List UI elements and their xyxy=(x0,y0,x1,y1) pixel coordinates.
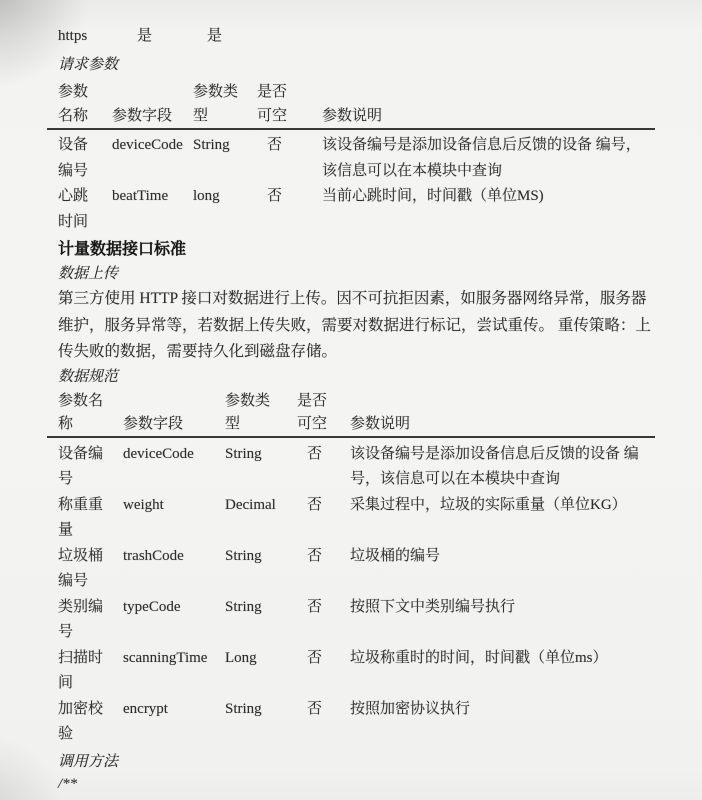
param-nullable-cell: 否 xyxy=(307,445,323,462)
param-field-cell: weight xyxy=(123,496,164,513)
param-field-cell: typeCode xyxy=(123,598,181,615)
param-nullable-cell: 否 xyxy=(267,188,283,204)
table-row xyxy=(47,437,655,493)
param-desc-cell: 该设备编号是添加设备信息后反馈的设备 编号， 该信息可以在本模块中查询 xyxy=(322,137,641,179)
table-row xyxy=(47,184,655,235)
param-desc-cell: 采集过程中，垃圾的实际重量（单位KG） xyxy=(350,496,627,513)
column-header-nullable: 是否 可空 xyxy=(297,392,328,432)
param-nullable-cell: 否 xyxy=(307,700,323,717)
param-name-cell: 加密校 验 xyxy=(58,700,104,742)
code-comment-line: /** xyxy=(58,775,78,792)
data-spec-table xyxy=(47,390,655,748)
param-name-cell: 设备编 号 xyxy=(58,445,104,487)
metering-standard-heading: 计量数据接口标准 xyxy=(58,241,187,258)
param-desc-cell: 垃圾桶的编号 xyxy=(350,547,441,564)
param-field-cell: deviceCode xyxy=(112,137,183,153)
spec-table-header xyxy=(47,390,655,437)
param-desc-cell: 按照下文中类别编号执行 xyxy=(350,598,516,615)
param-name-cell: 称重重 量 xyxy=(58,496,104,538)
param-desc-cell: 当前心跳时间，时间戳（单位MS) xyxy=(322,188,544,204)
column-header-name: 参数 名称 xyxy=(58,84,89,124)
request-params-heading: 请求参数 xyxy=(58,57,119,73)
header-row xyxy=(47,80,655,129)
param-name-cell: 心跳 时间 xyxy=(58,188,89,230)
param-name-cell: 垃圾桶 编号 xyxy=(58,547,104,589)
param-field-cell: trashCode xyxy=(123,547,184,564)
param-name-cell: 扫描时 间 xyxy=(58,649,104,691)
table-row xyxy=(47,544,655,595)
table-row xyxy=(47,595,655,646)
column-header-type: 参数类 型 xyxy=(225,392,271,432)
table-row xyxy=(47,493,655,544)
invoke-method-heading: 调用方法 xyxy=(58,753,119,770)
column-header-desc: 参数说明 xyxy=(350,415,411,432)
param-type-cell: Long xyxy=(225,649,257,666)
param-type-cell: Decimal xyxy=(225,496,276,513)
request-params-table xyxy=(47,80,655,235)
param-type-cell: String xyxy=(193,137,230,153)
param-type-cell: String xyxy=(225,700,262,717)
param-field-cell: encrypt xyxy=(123,700,168,717)
column-header-nullable: 是否 可空 xyxy=(257,84,288,124)
required-flag-1: 是 xyxy=(137,28,153,44)
table-row xyxy=(47,129,655,184)
param-desc-cell: 垃圾称重时的时间，时间戳（单位ms） xyxy=(350,649,608,666)
param-desc-cell: 按照加密协议执行 xyxy=(350,700,471,717)
param-nullable-cell: 否 xyxy=(307,598,323,615)
param-name-cell: 类别编 号 xyxy=(58,598,104,640)
param-field-cell: scanningTime xyxy=(123,649,208,666)
param-type-cell: String xyxy=(225,547,262,564)
param-field-cell: beatTime xyxy=(112,188,169,204)
column-header-field: 参数字段 xyxy=(112,108,173,124)
column-header-type: 参数类 型 xyxy=(193,84,239,124)
param-nullable-cell: 否 xyxy=(307,547,323,564)
param-type-cell: String xyxy=(225,445,262,462)
data-upload-heading: 数据上传 xyxy=(58,266,119,282)
required-flag-2: 是 xyxy=(207,28,223,44)
document-content xyxy=(47,0,659,794)
param-type-cell: long xyxy=(193,188,220,204)
column-header-desc: 参数说明 xyxy=(322,108,383,124)
param-name-cell: 设备 编号 xyxy=(58,137,89,179)
request-table-header xyxy=(47,80,655,129)
upload-description-paragraph: 第三方使用 HTTP 接口对数据进行上传。因不可抗拒因素，如服务器网络异常，服务器 维护，服务异常等，若数据上传失败，需要对数据进行标记，尝试重传。 重传策略：上 传失败的数据，需要持久化到磁盘存储。 xyxy=(58,290,651,360)
column-header-field: 参数字段 xyxy=(123,415,184,432)
previous-table-last-row xyxy=(47,0,659,46)
param-field-cell: deviceCode xyxy=(123,445,194,462)
param-type-cell: String xyxy=(225,598,262,615)
data-spec-heading: 数据规范 xyxy=(58,368,119,385)
header-row xyxy=(47,390,655,437)
param-nullable-cell: 否 xyxy=(307,649,323,666)
param-nullable-cell: 否 xyxy=(307,496,323,513)
protocol-value: https xyxy=(58,28,88,44)
column-header-name: 参数名 称 xyxy=(58,392,104,432)
param-desc-cell: 该设备编号是添加设备信息后反馈的设备 编 号，该信息可以在本模块中查询 xyxy=(350,445,639,487)
table-row xyxy=(47,697,655,748)
table-row xyxy=(47,646,655,697)
param-nullable-cell: 否 xyxy=(267,137,283,153)
